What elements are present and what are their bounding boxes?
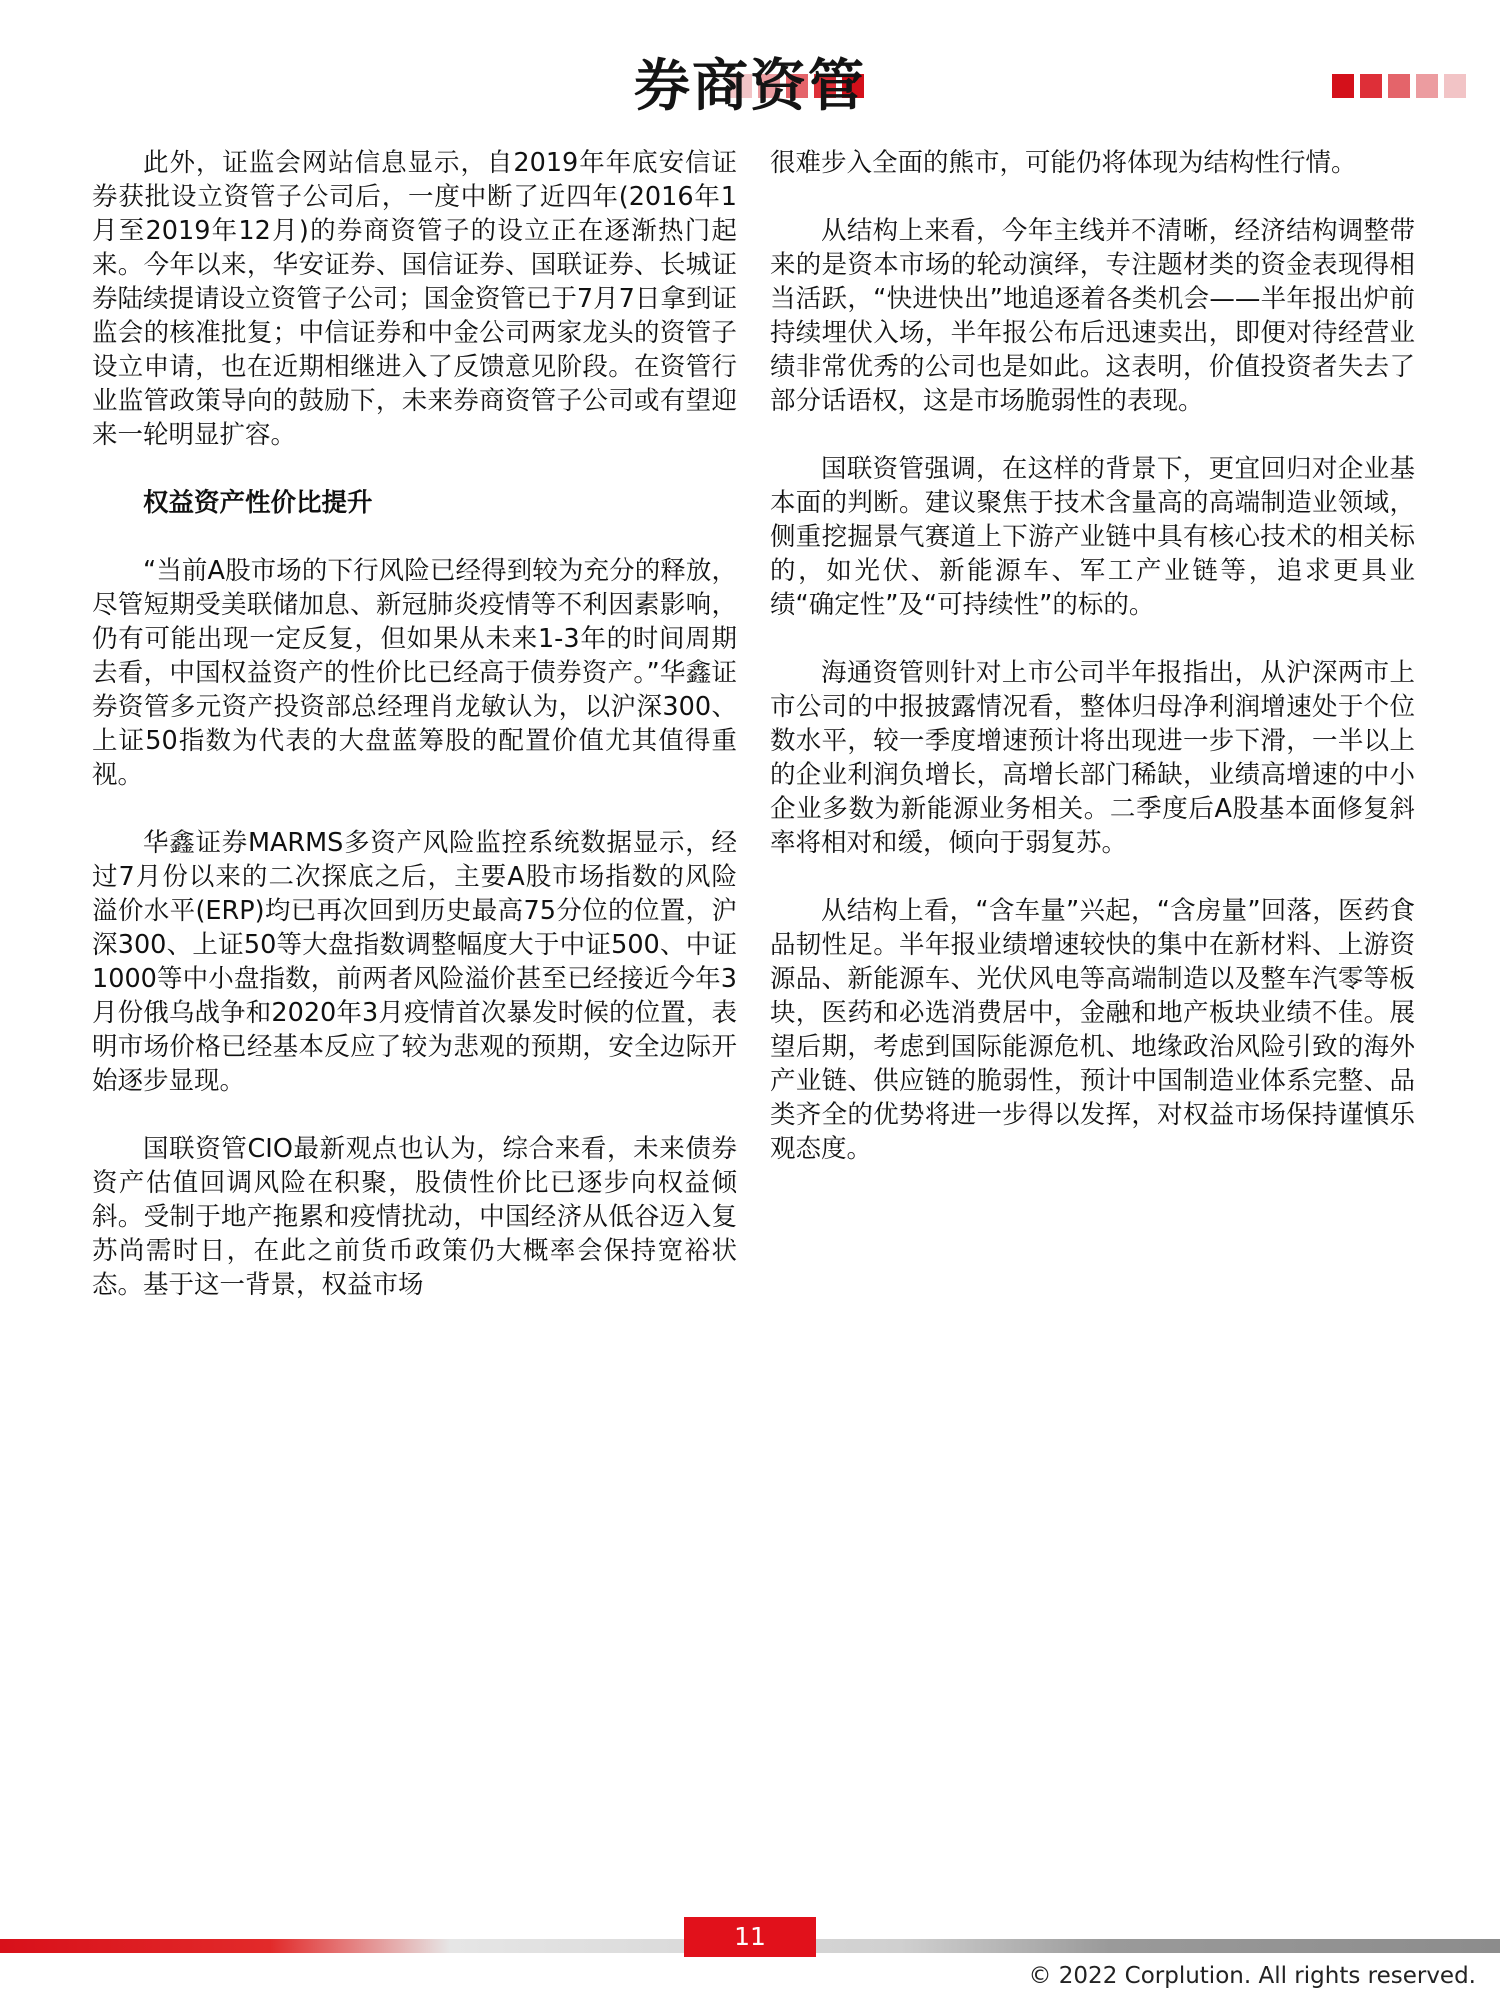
copyright-notice: © 2022 Corplution. All rights reserved.	[1028, 1963, 1476, 1989]
paragraph: 从结构上看，“含车量”兴起，“含房量”回落，医药食品韧性足。半年报业绩增速较快的集中在新材料、上游资源品、新能源车、光伏风电等高端制造以及整车汽零等板块，医药和必选消费居中，金融和地产板块业绩不佳。展望后期，考虑到国际能源危机、地缘政治风险引致的海外产业链、供应链的脆弱性，预计中国制造业体系完整、品类齐全的优势将进一步得以发挥，对权益市场保持谨慎乐观态度。	[770, 896, 1415, 1164]
paragraph: 海通资管则针对上市公司半年报指出，从沪深两市上市公司的中报披露情况看，整体归母净利润增速处于个位数水平，较一季度增速预计将出现进一步下滑，一半以上的企业利润负增长，高增长部门稀缺，业绩高增速的中小企业多数为新能源业务相关。二季度后A股基本面修复斜率将相对和缓，倾向于弱复苏。	[770, 658, 1415, 858]
paragraph: 从结构上来看，今年主线并不清晰，经济结构调整带来的是资本市场的轮动演绎，专注题材类的资金表现得相当活跃，“快进快出”地追逐着各类机会——半年报出炉前持续埋伏入场，半年报公布后迅速卖出，即便对待经营业绩非常优秀的公司也是如此。这表明，价值投资者失去了部分话语权，这是市场脆弱性的表现。	[770, 216, 1415, 416]
paragraph: “当前A股市场的下行风险已经得到较为充分的释放，尽管短期受美联储加息、新冠肺炎疫情等不利因素影响，仍有可能出现一定反复，但如果从未来1-3年的时间周期去看，中国权益资产的性价比已经高于债券资产。”华鑫证券资管多元资产投资部总经理肖龙敏认为，以沪深300、上证50指数为代表的大盘蓝筹股的配置价值尤其值得重视。	[92, 556, 737, 790]
right-column	[770, 146, 1415, 1200]
paragraph: 国联资管强调，在这样的背景下，更宜回归对企业基本面的判断。建议聚焦于技术含量高的高端制造业领域，侧重挖掘景气赛道上下游产业链中具有核心技术的相关标的，如光伏、新能源车、军工产业链等，追求更具业绩“确定性”及“可持续性”的标的。	[770, 454, 1415, 620]
paragraph: 华鑫证券MARMS多资产风险监控系统数据显示，经过7月份以来的二次探底之后，主要A股市场指数的风险溢价水平(ERP)均已再次回到历史最高75分位的位置，沪深300、上证50等大盘指数调整幅度大于中证500、中证1000等中小盘指数，前两者风险溢价甚至已经接近今年3月份俄乌战争和2020年3月疫情首次暴发时候的位置，表明市场价格已经基本反应了较为悲观的预期，安全边际开始逐步显现。	[92, 828, 737, 1096]
paragraph: 国联资管CIO最新观点也认为，综合来看，未来债券资产估值回调风险在积聚，股债性价比已逐步向权益倾斜。受制于地产拖累和疫情扰动，中国经济从低谷迈入复苏尚需时日，在此之前货币政策仍大概率会保持宽裕状态。基于这一背景，权益市场	[92, 1134, 737, 1300]
section-title: 券商资管	[634, 54, 866, 119]
decoration-square	[1444, 74, 1466, 98]
decoration-square	[1416, 74, 1438, 98]
paragraph-continued: 很难步入全面的熊市，可能仍将体现为结构性行情。	[770, 148, 1357, 178]
subheading: 权益资产性价比提升	[143, 488, 373, 518]
decoration-square	[1360, 74, 1382, 98]
paragraph: 此外，证监会网站信息显示，自2019年年底安信证券获批设立资管子公司后，一度中断了近四年(2016年1月至2019年12月)的券商资管子的设立正在逐渐热门起来。今年以来，华安证券、国信证券、国联证券、长城证券陆续提请设立资管子公司；国金资管已于7月7日拿到证监会的核准批复；中信证券和中金公司两家龙头的资管子设立申请，也在近期相继进入了反馈意见阶段。在资管行业监管政策导向的鼓励下，未来券商资管子公司或有望迎来一轮明显扩容。	[92, 148, 737, 450]
header-decoration-right	[1332, 74, 1466, 98]
page-number: 11	[684, 1917, 816, 1957]
left-column	[92, 146, 737, 1336]
decoration-square	[1332, 74, 1354, 98]
decoration-square	[1388, 74, 1410, 98]
